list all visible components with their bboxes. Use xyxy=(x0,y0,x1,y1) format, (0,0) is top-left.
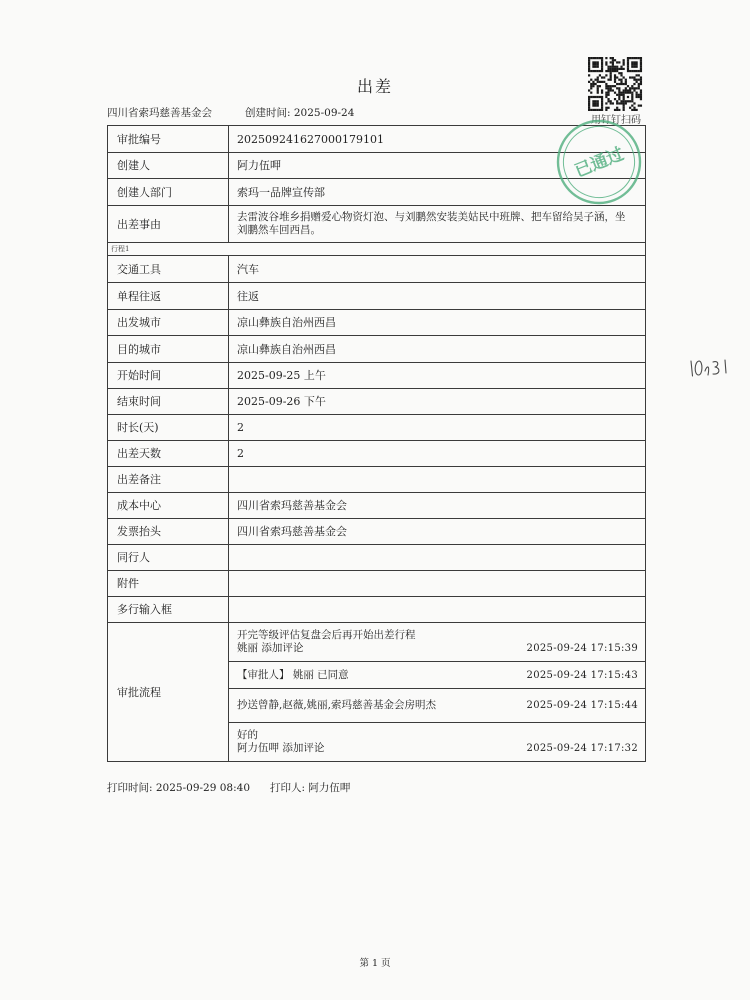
departure-city-label: 出发城市 xyxy=(108,310,229,336)
multiline-input-value xyxy=(229,597,646,623)
print-time: 打印时间: 2025-09-29 08:40 xyxy=(107,782,251,794)
cost-center-value: 四川省索玛慈善基金会 xyxy=(229,493,646,519)
qr-code xyxy=(588,57,643,111)
transport-label: 交通工具 xyxy=(108,256,229,283)
trip-section-row xyxy=(108,243,646,256)
duration-days-label: 时长(天) xyxy=(108,415,229,441)
flow-action: 【审批人】 姚丽 已同意 xyxy=(237,668,349,681)
departure-city-value: 凉山彝族自治州西昌 xyxy=(229,310,646,336)
destination-city-label: 目的城市 xyxy=(108,336,229,363)
qr-caption: 用钉钉扫码 xyxy=(591,115,641,126)
companions-label: 同行人 xyxy=(108,545,229,571)
document-title: 出差 xyxy=(356,77,393,96)
stamp-text: 已通过 xyxy=(571,144,627,182)
transport-value: 汽车 xyxy=(229,256,646,283)
approval-flow-entry xyxy=(229,623,645,662)
cost-center-row xyxy=(108,493,646,519)
approval-flow-entry xyxy=(229,723,645,761)
flow-time: 2025-09-24 17:15:39 xyxy=(526,643,638,654)
trip-remarks-value xyxy=(229,467,646,493)
approval-flow-list xyxy=(229,623,646,762)
companions-row xyxy=(108,545,646,571)
flow-time: 2025-09-24 17:17:32 xyxy=(526,743,638,754)
trip-reason-value: 去雷波谷堆乡捐赠爱心物资灯泡、与刘鹏然安装美姑民中班牌、把车留给吴子涵，坐刘鹏然车回西昌。 xyxy=(229,206,646,243)
header-created-time: 创建时间: 2025-09-24 xyxy=(245,107,355,119)
transport-row xyxy=(108,256,646,283)
departure-city-row xyxy=(108,310,646,336)
creator-department-value: 索玛一品牌宣传部 xyxy=(229,179,646,206)
flow-action: 抄送曾静,赵薇,姚丽,索玛慈善基金会房明杰 xyxy=(237,699,437,711)
approval-number-label: 审批编号 xyxy=(108,126,229,153)
creator-value: 阿力伍呷 xyxy=(229,153,646,179)
end-time-label: 结束时间 xyxy=(108,389,229,415)
qr-code-image xyxy=(588,57,643,111)
trip-remarks-row xyxy=(108,467,646,493)
approval-flow-label: 审批流程 xyxy=(108,623,229,762)
creator-label: 创建人 xyxy=(108,153,229,179)
trip-days-row xyxy=(108,441,646,467)
flow-action: 阿力伍呷 添加评论 xyxy=(237,742,325,754)
trip-days-label: 出差天数 xyxy=(108,441,229,467)
end-time-row xyxy=(108,389,646,415)
printer-name: 打印人: 阿力伍呷 xyxy=(270,782,351,794)
trip-section-header: 行程1 xyxy=(108,243,646,256)
approval-number-value: 202509241627000179101 xyxy=(229,126,646,153)
approval-flow-entry xyxy=(229,689,645,723)
start-time-value: 2025-09-25 上午 xyxy=(229,363,646,389)
flow-comment: 开完等级评估复盘会后再开始出差行程 xyxy=(237,629,416,641)
approval-flow-entry xyxy=(229,662,645,689)
invoice-title-label: 发票抬头 xyxy=(108,519,229,545)
duration-days-row xyxy=(108,415,646,441)
handwritten-note-mark xyxy=(688,356,738,380)
invoice-title-value: 四川省索玛慈善基金会 xyxy=(229,519,646,545)
attachments-row xyxy=(108,571,646,597)
trip-type-label: 单程往返 xyxy=(108,283,229,310)
destination-city-value: 凉山彝族自治州西昌 xyxy=(229,336,646,363)
end-time-value: 2025-09-26 下午 xyxy=(229,389,646,415)
attachments-label: 附件 xyxy=(108,571,229,597)
creator-department-label: 创建人部门 xyxy=(108,179,229,206)
companions-value xyxy=(229,545,646,571)
trip-reason-row xyxy=(108,206,646,243)
header-organization: 四川省索玛慈善基金会 xyxy=(107,107,212,119)
approval-form-table xyxy=(107,125,646,762)
start-time-label: 开始时间 xyxy=(108,363,229,389)
flow-comment: 好的 xyxy=(237,729,258,741)
page-number: 第 1 页 xyxy=(359,958,391,969)
approved-stamp xyxy=(553,116,645,208)
flow-time: 2025-09-24 17:15:43 xyxy=(526,669,638,681)
trip-reason-label: 出差事由 xyxy=(108,206,229,243)
trip-type-value: 往返 xyxy=(229,283,646,310)
invoice-title-row xyxy=(108,519,646,545)
attachments-value xyxy=(229,571,646,597)
flow-time: 2025-09-24 17:15:44 xyxy=(526,700,638,711)
approval-flow-row xyxy=(108,623,646,762)
start-time-row xyxy=(108,363,646,389)
trip-days-value: 2 xyxy=(229,441,646,467)
flow-action: 姚丽 添加评论 xyxy=(237,642,304,654)
trip-type-row xyxy=(108,283,646,310)
cost-center-label: 成本中心 xyxy=(108,493,229,519)
duration-days-value: 2 xyxy=(229,415,646,441)
destination-city-row xyxy=(108,336,646,363)
multiline-input-label: 多行输入框 xyxy=(108,597,229,623)
multiline-input-row xyxy=(108,597,646,623)
trip-remarks-label: 出差备注 xyxy=(108,467,229,493)
